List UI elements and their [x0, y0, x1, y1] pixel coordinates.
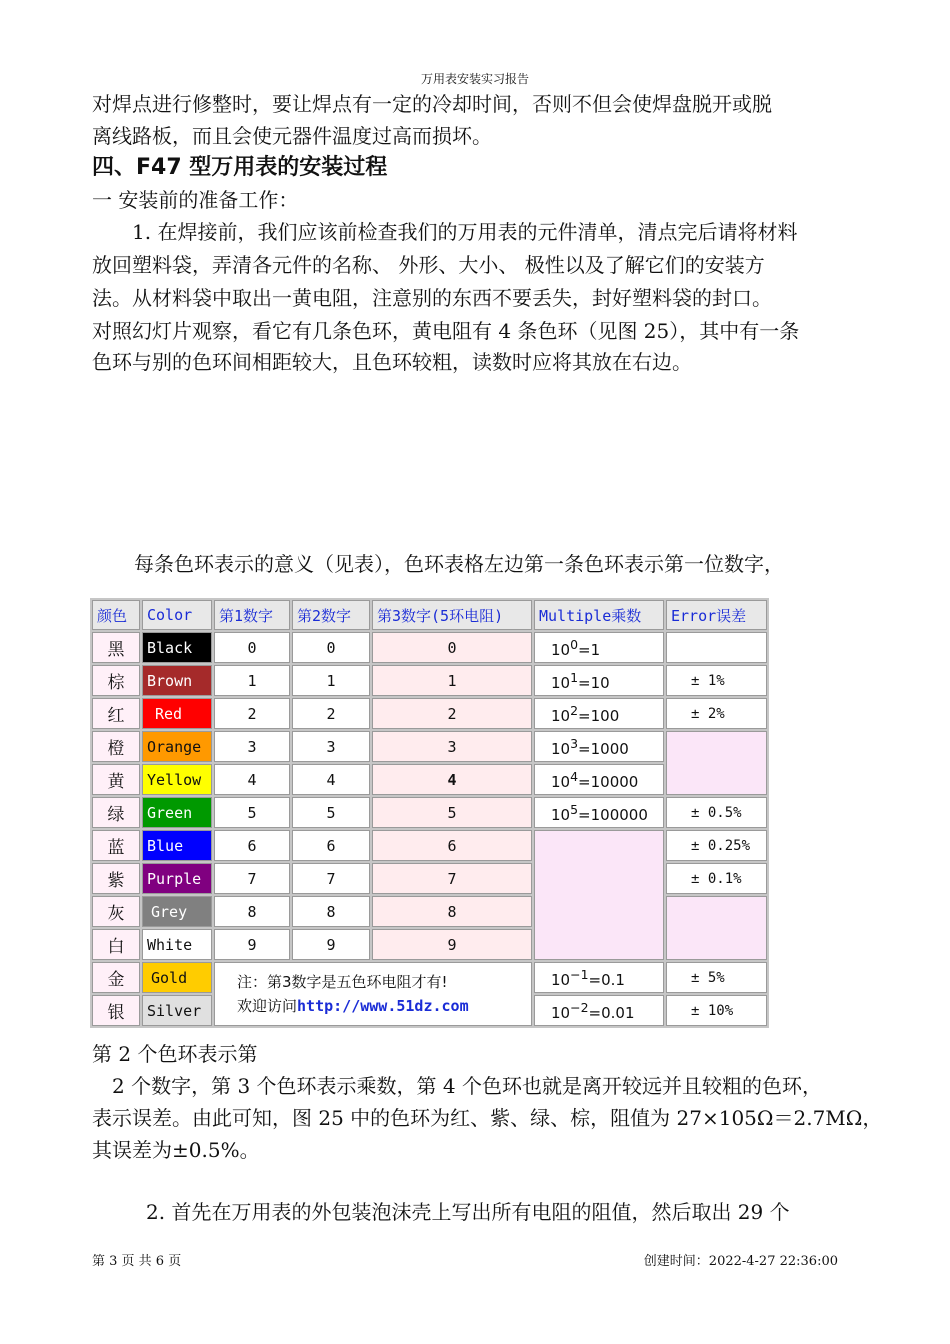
- color-swatch: Yellow: [142, 764, 212, 795]
- error-value: ± 10%: [666, 995, 767, 1026]
- color-swatch: Blue: [142, 830, 212, 861]
- header-cell: 第1数字: [214, 600, 290, 630]
- table-row: [92, 731, 767, 762]
- error-empty: [666, 896, 767, 960]
- subheading: 一 安装前的准备工作：: [92, 188, 299, 212]
- color-swatch: Orange: [142, 731, 212, 762]
- error-empty: [666, 731, 767, 795]
- color-zh: 黑: [92, 632, 140, 663]
- header-cell: Color: [142, 600, 212, 630]
- digit-2: 5: [292, 797, 370, 828]
- paragraph-line: 放回塑料袋，弄清各元件的名称、 外形、大小、 极性以及了解它们的安装方: [92, 253, 765, 277]
- digit-3: 4: [372, 764, 532, 795]
- error-value: ± 2%: [666, 698, 767, 729]
- paragraph-line: 其误差为±0.5%。: [92, 1138, 260, 1162]
- color-zh: 棕: [92, 665, 140, 696]
- color-zh: 紫: [92, 863, 140, 894]
- table-row: [92, 632, 767, 663]
- digit-2: 4: [292, 764, 370, 795]
- color-swatch: White: [142, 929, 212, 960]
- website-link[interactable]: http://www.51dz.com: [297, 997, 469, 1015]
- digit-2: 7: [292, 863, 370, 894]
- color-zh: 白: [92, 929, 140, 960]
- digit-1: 0: [214, 632, 290, 663]
- created-time: 创建时间：2022-4-27 22:36:00: [643, 1254, 838, 1269]
- digit-3: 9: [372, 929, 532, 960]
- digit-1: 9: [214, 929, 290, 960]
- color-zh: 银: [92, 995, 140, 1026]
- table-row: [92, 863, 767, 894]
- multiplier: $10^1=10$: [534, 665, 664, 696]
- paragraph-line: 表示误差。由此可知，图 25 中的色环为红、紫、绿、棕，阻值为 27×105Ω＝2.7MΩ，: [92, 1106, 883, 1130]
- error-value: ± 0.5%: [666, 797, 767, 828]
- digit-2: 0: [292, 632, 370, 663]
- color-code-table: [90, 598, 769, 1028]
- table-row: [92, 665, 767, 696]
- color-swatch: Purple: [142, 863, 212, 894]
- table-row: [92, 830, 767, 861]
- error-value: ± 5%: [666, 962, 767, 993]
- color-zh: 黄: [92, 764, 140, 795]
- color-zh: 红: [92, 698, 140, 729]
- header-cell: Error误差: [666, 600, 767, 630]
- error-value: ± 1%: [666, 665, 767, 696]
- multiplier-empty: [534, 830, 664, 960]
- multiplier: $10^5=100000$: [534, 797, 664, 828]
- multiplier: $10^{-2}=0.01$: [534, 995, 664, 1026]
- digit-3: 5: [372, 797, 532, 828]
- color-swatch: Black: [142, 632, 212, 663]
- header-cell: 颜色: [92, 600, 140, 630]
- digit-1: 1: [214, 665, 290, 696]
- error-empty: [666, 632, 767, 663]
- digit-1: 4: [214, 764, 290, 795]
- running-header: 万用表安装实习报告: [420, 72, 529, 86]
- digit-3: 0: [372, 632, 532, 663]
- digit-3: 1: [372, 665, 532, 696]
- paragraph-line: 对焊点进行修整时，要让焊点有一定的冷却时间，否则不但会使焊盘脱开或脱: [92, 92, 772, 116]
- table-row: [92, 962, 767, 993]
- color-swatch: Brown: [142, 665, 212, 696]
- error-value: ± 0.25%: [666, 830, 767, 861]
- digit-2: 3: [292, 731, 370, 762]
- table-row: [92, 698, 767, 729]
- paragraph-line: 法。从材料袋中取出一黄电阻，注意别的东西不要丢失，封好塑料袋的封口。: [92, 286, 772, 310]
- color-swatch: Green: [142, 797, 212, 828]
- header-cell: Multiple乘数: [534, 600, 664, 630]
- color-zh: 金: [92, 962, 140, 993]
- paragraph-line: 1. 在焊接前，我们应该前检查我们的万用表的元件清单，清点完后请将材料: [132, 220, 798, 244]
- digit-2: 6: [292, 830, 370, 861]
- paragraph-line: 色环与别的色环间相距较大，且色环较粗，读数时应将其放在右边。: [92, 350, 692, 374]
- digit-3: 2: [372, 698, 532, 729]
- digit-1: 8: [214, 896, 290, 927]
- digit-2: 2: [292, 698, 370, 729]
- multiplier: $10^2=100$: [534, 698, 664, 729]
- paragraph-line: 对照幻灯片观察，看它有几条色环，黄电阻有 4 条色环（见图 25），其中有一条: [92, 319, 800, 343]
- digit-3: 3: [372, 731, 532, 762]
- color-swatch: Red: [142, 698, 212, 729]
- multiplier: $10^{-1}=0.1$: [534, 962, 664, 993]
- digit-1: 7: [214, 863, 290, 894]
- page-number: 第 3 页 共 6 页: [92, 1254, 182, 1269]
- table-row: [92, 797, 767, 828]
- paragraph-line: 离线路板，而且会使元器件温度过高而损坏。: [92, 124, 492, 148]
- digit-1: 3: [214, 731, 290, 762]
- table-row: [92, 896, 767, 927]
- paragraph-line: 第 2 个色环表示第: [92, 1042, 258, 1066]
- header-cell: 第3数字(5环电阻): [372, 600, 532, 630]
- table-header-row: [92, 600, 767, 630]
- error-value: ± 0.1%: [666, 863, 767, 894]
- digit-3: 7: [372, 863, 532, 894]
- section-heading: 四、F47 型万用表的安装过程: [92, 155, 388, 180]
- note-line: 欢迎访问http://www.51dz.com: [237, 997, 469, 1015]
- multiplier: $10^0=1$: [534, 632, 664, 663]
- digit-2: 1: [292, 665, 370, 696]
- digit-1: 2: [214, 698, 290, 729]
- color-swatch: Gold: [142, 962, 212, 993]
- color-zh: 绿: [92, 797, 140, 828]
- color-zh: 橙: [92, 731, 140, 762]
- header-cell: 第2数字: [292, 600, 370, 630]
- color-swatch: Silver: [142, 995, 212, 1026]
- paragraph-line: 2 个数字，第 3 个色环表示乘数，第 4 个色环也就是离开较远并且较粗的色环，: [112, 1074, 822, 1098]
- digit-2: 8: [292, 896, 370, 927]
- multiplier: $10^4=10000$: [534, 764, 664, 795]
- digit-3: 8: [372, 896, 532, 927]
- multiplier: $10^3=1000$: [534, 731, 664, 762]
- color-zh: 蓝: [92, 830, 140, 861]
- note-line: 注：第3数字是五色环电阻才有!: [237, 973, 448, 991]
- digit-2: 9: [292, 929, 370, 960]
- paragraph-line: 每条色环表示的意义（见表），色环表格左边第一条色环表示第一位数字，: [134, 552, 784, 576]
- digit-1: 6: [214, 830, 290, 861]
- paragraph-line: 2. 首先在万用表的外包装泡沫壳上写出所有电阻的阻值，然后取出 29 个: [146, 1200, 790, 1224]
- digit-1: 5: [214, 797, 290, 828]
- digit-3: 6: [372, 830, 532, 861]
- table-note: [214, 962, 532, 1026]
- color-zh: 灰: [92, 896, 140, 927]
- color-swatch: Grey: [142, 896, 212, 927]
